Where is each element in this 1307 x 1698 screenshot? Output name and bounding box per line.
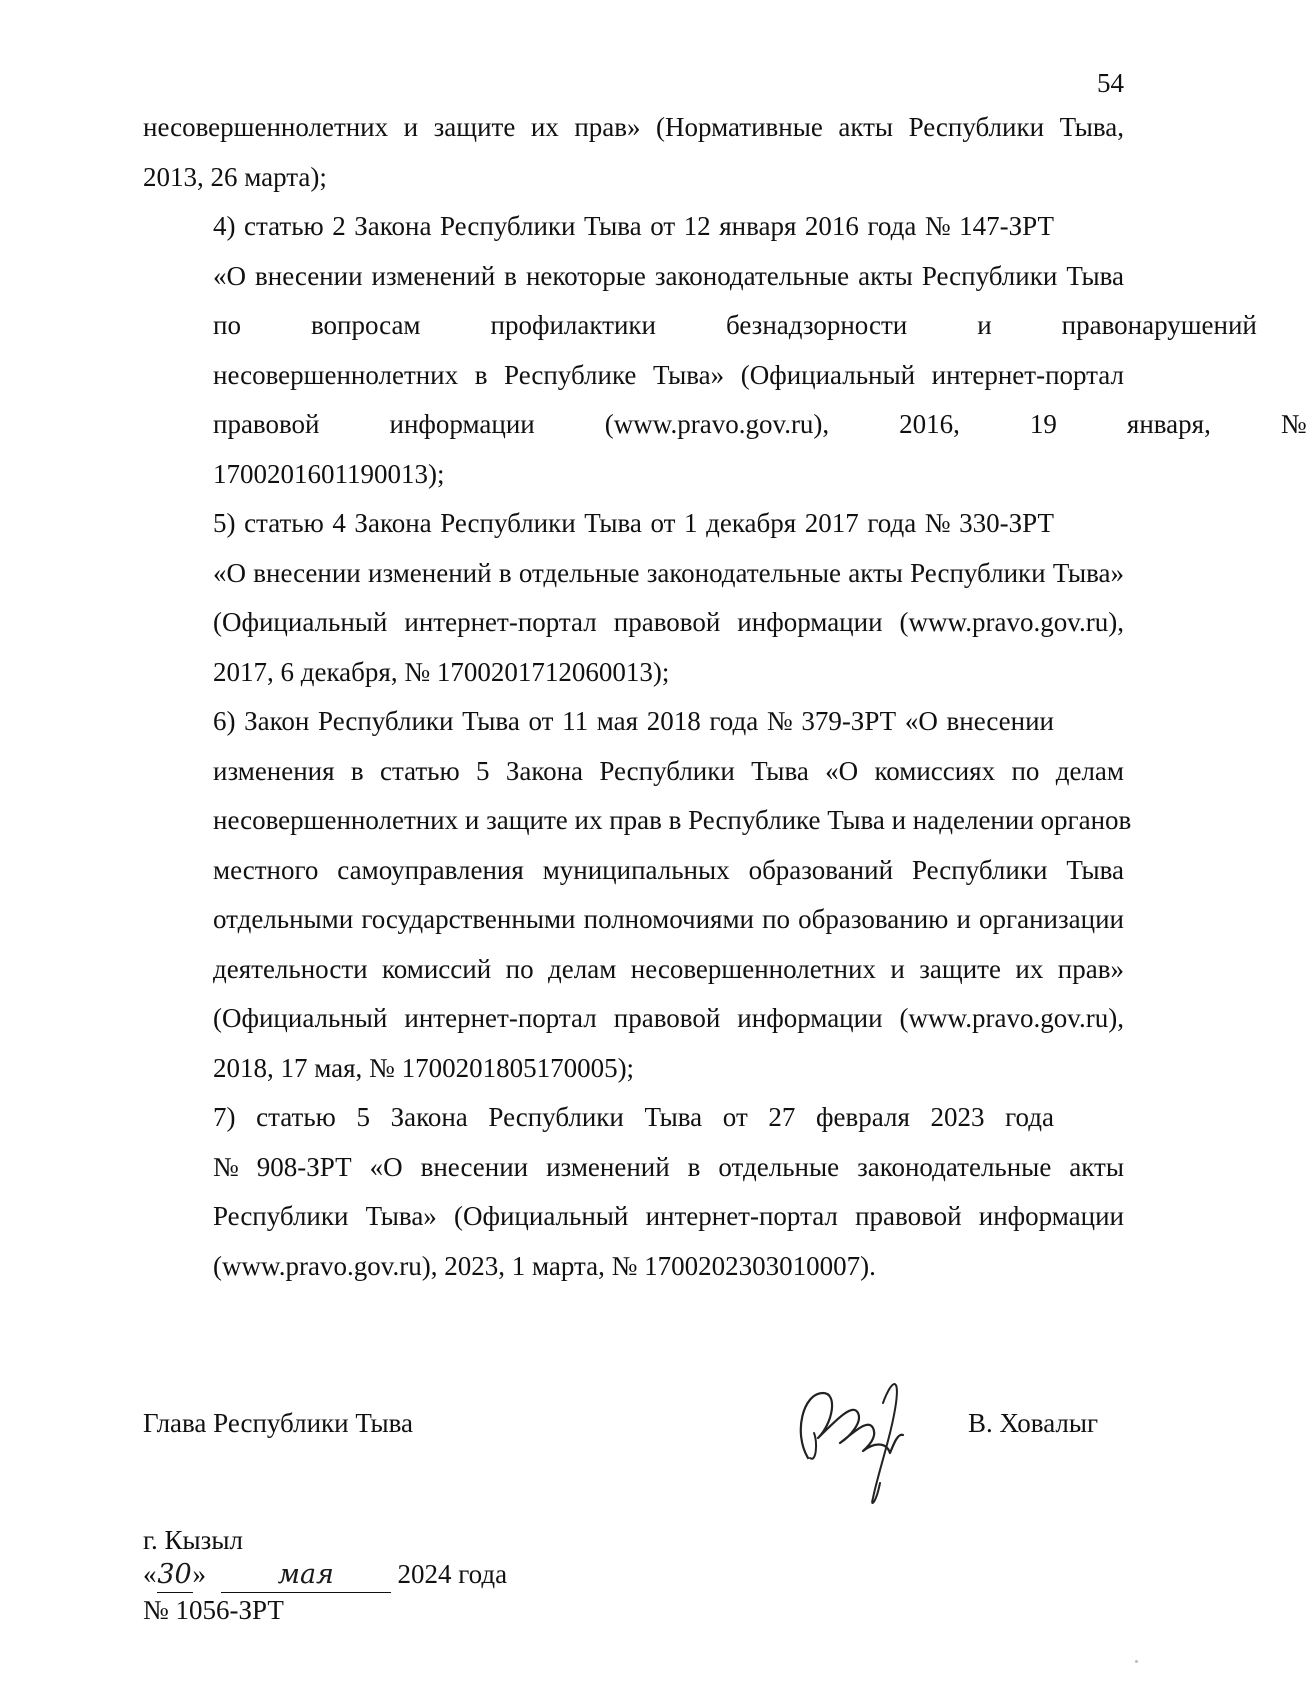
scan-artifact	[1135, 1660, 1138, 1663]
paragraph	[143, 499, 1124, 697]
text-line: 7) статью 5 Закона Республики Тыва от 27 февраля 2023 года	[213, 1102, 1054, 1132]
document-body	[143, 103, 1307, 1291]
text-line: (Официальный интернет-портал правовой информации (www.pravo.gov.ru),	[213, 607, 1124, 637]
text-line: несовершеннолетних в Республике Тыва» (Официальный интернет-портал	[213, 359, 1124, 390]
word: безнадзорности	[725, 310, 908, 340]
text-line: несовершеннолетних и защите их прав» (Нормативные акты Республики Тыва,	[143, 112, 1124, 142]
signing-city: г. Кызыл	[143, 1525, 243, 1555]
date-day-handwritten: 30	[157, 1558, 193, 1593]
page-number: 54	[1097, 68, 1124, 98]
text-line: отдельными государственными полномочиями по образованию и организации	[213, 904, 1124, 934]
text-line: деятельности комиссий по делам несовершеннолетних и защите их прав»	[213, 953, 1124, 984]
word: 19	[1029, 409, 1057, 439]
law-number: № 1056-ЗРТ	[143, 1595, 284, 1625]
word: вопросам	[310, 310, 421, 340]
text-line: несовершеннолетних и защите их прав в Республике Тыва и наделении органов	[213, 805, 1132, 835]
word: января,	[1126, 409, 1211, 439]
text-line: № 908-ЗРТ «О внесении изменений в отдельные законодательные акты	[213, 1151, 1124, 1182]
text-line: 2013, 26 марта);	[143, 161, 327, 192]
signing-date	[143, 1557, 507, 1593]
text-line: «О внесении изменений в отдельные законодательные акты Республики Тыва»	[213, 557, 1124, 588]
word: №	[1280, 409, 1307, 439]
text-line: 6) Закон Республики Тыва от 11 мая 2018 года № 379-ЗРТ «О внесении	[213, 706, 1054, 736]
signatory-name: В. Ховалыг	[968, 1408, 1099, 1438]
text-line: Республики Тыва» (Официальный интернет-портал правовой информации	[213, 1201, 1124, 1231]
text-line: (Официальный интернет-портал правовой информации (www.pravo.gov.ru),	[213, 1003, 1124, 1033]
text-line: изменения в статью 5 Закона Республики Тыва «О комиссиях по делам	[213, 755, 1124, 786]
date-close-quote: »	[192, 1559, 206, 1589]
text-line: 1700201601190013);	[213, 458, 445, 489]
word: правонарушений	[1061, 310, 1257, 340]
paragraph	[143, 697, 1132, 1093]
word: 2016,	[899, 409, 960, 439]
signing-place-block	[143, 1523, 507, 1627]
text-line: местного самоуправления муниципальных образований Республики Тыва	[213, 854, 1124, 885]
text-line: 4) статью 2 Закона Республики Тыва от 12 января 2016 года № 147-ЗРТ	[213, 211, 1054, 241]
text-line	[143, 301, 1257, 351]
date-open-quote: «	[143, 1559, 157, 1589]
signatory-title: Глава Республики Тыва	[143, 1408, 414, 1438]
word: правовой	[213, 409, 320, 439]
word: профилактики	[490, 310, 656, 340]
paragraph	[143, 202, 1307, 499]
date-month-handwritten: мая	[221, 1558, 391, 1593]
word: информации	[389, 409, 535, 439]
text-line: 5) статью 4 Закона Республики Тыва от 1 декабря 2017 года № 330-ЗРТ	[213, 508, 1054, 538]
date-year: 2024 года	[397, 1559, 508, 1589]
text-line	[143, 400, 1307, 450]
word: (www.pravo.gov.ru),	[604, 409, 830, 439]
word: по	[213, 310, 241, 340]
paragraph	[143, 1093, 1124, 1291]
paragraph	[143, 103, 1124, 202]
text-line: (www.pravo.gov.ru), 2023, 1 марта, № 1700202303010007).	[213, 1250, 876, 1281]
text-line: «О внесении изменений в некоторые законодательные акты Республики Тыва	[213, 260, 1124, 291]
handwritten-signature	[778, 1363, 928, 1513]
word: и	[977, 310, 992, 340]
text-line: 2018, 17 мая, № 1700201805170005);	[213, 1052, 635, 1083]
text-line: 2017, 6 декабря, № 1700201712060013);	[213, 656, 670, 687]
